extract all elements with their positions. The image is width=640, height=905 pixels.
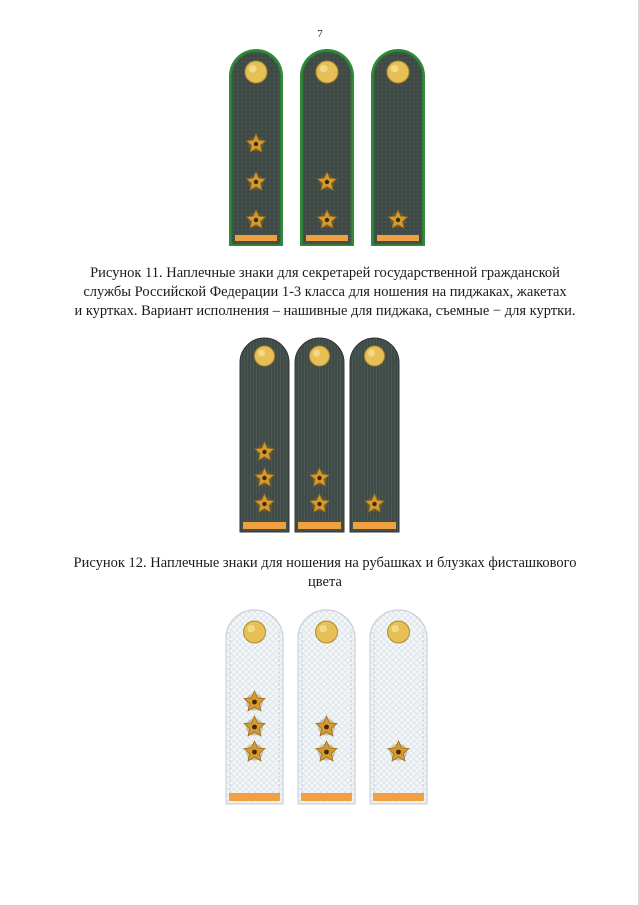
button-icon [245, 61, 267, 83]
star-center [254, 180, 258, 184]
epaulette-board-2 [300, 49, 354, 246]
star-center [262, 502, 266, 506]
button-highlight [368, 350, 375, 357]
figure-11-drawing [0, 48, 640, 252]
button-highlight [313, 350, 320, 357]
button-icon [365, 346, 385, 366]
epaulette-board-2 [298, 610, 355, 804]
star-center [262, 450, 266, 454]
rank-stripe [298, 522, 341, 529]
rank-stripe [243, 522, 286, 529]
figure-12-caption-line-2: цвета [308, 574, 342, 590]
star-center [252, 725, 257, 730]
star-center [396, 218, 400, 222]
star-center [254, 142, 258, 146]
star-center [324, 750, 329, 755]
star-center [252, 750, 257, 755]
button-highlight [247, 625, 255, 633]
figure-11-caption-line-1: Рисунок 11. Наплечные знаки для секретарей государственной гражданской [90, 265, 560, 281]
figure-13-drawing [0, 606, 640, 806]
star-center [262, 476, 266, 480]
star-center [324, 725, 329, 730]
button-icon [316, 61, 338, 83]
figure-12-epaulettes [0, 336, 640, 536]
star-center [252, 700, 257, 705]
button-icon [255, 346, 275, 366]
star-center [396, 750, 401, 755]
epaulette-board-3 [370, 610, 427, 804]
rank-stripe [353, 522, 396, 529]
button-highlight [258, 350, 265, 357]
button-icon [316, 621, 338, 643]
epaulette-board-1 [226, 610, 283, 804]
button-icon [388, 621, 410, 643]
rank-stripe [235, 235, 277, 241]
rank-stripe [306, 235, 348, 241]
epaulette-board-1 [240, 338, 289, 532]
figure-11-epaulettes [0, 48, 640, 252]
figure-11-caption-line-3: и куртках. Вариант исполнения – нашивные для пиджака, съемные − для куртки. [74, 303, 576, 319]
rank-stripe [373, 793, 424, 801]
star-center [254, 218, 258, 222]
rank-stripe [377, 235, 419, 241]
button-highlight [320, 65, 328, 73]
star-center [317, 476, 321, 480]
star-center [325, 180, 329, 184]
figure-12-caption-line-1: Рисунок 12. Наплечные знаки для ношения на рубашках и блузках фисташкового [73, 555, 577, 571]
button-icon [387, 61, 409, 83]
figure-13-epaulettes [0, 606, 640, 806]
epaulette-board-1 [229, 49, 283, 246]
button-highlight [319, 625, 327, 633]
page-number: 7 [317, 28, 323, 40]
button-highlight [391, 625, 399, 633]
button-highlight [249, 65, 257, 73]
button-icon [310, 346, 330, 366]
rank-stripe [301, 793, 352, 801]
star-center [325, 218, 329, 222]
figure-12-caption [60, 554, 590, 592]
star-center [372, 502, 376, 506]
epaulette-board-3 [350, 338, 399, 532]
epaulette-board-3 [371, 49, 425, 246]
star-center [317, 502, 321, 506]
button-highlight [391, 65, 399, 73]
figure-12-drawing [0, 336, 640, 536]
epaulette-board-2 [295, 338, 344, 532]
rank-stripe [229, 793, 280, 801]
button-icon [244, 621, 266, 643]
figure-11-caption-line-2: службы Российской Федерации 1-3 класса для ношения на пиджаках, жакетах [83, 284, 567, 300]
figure-11-caption [60, 264, 590, 321]
